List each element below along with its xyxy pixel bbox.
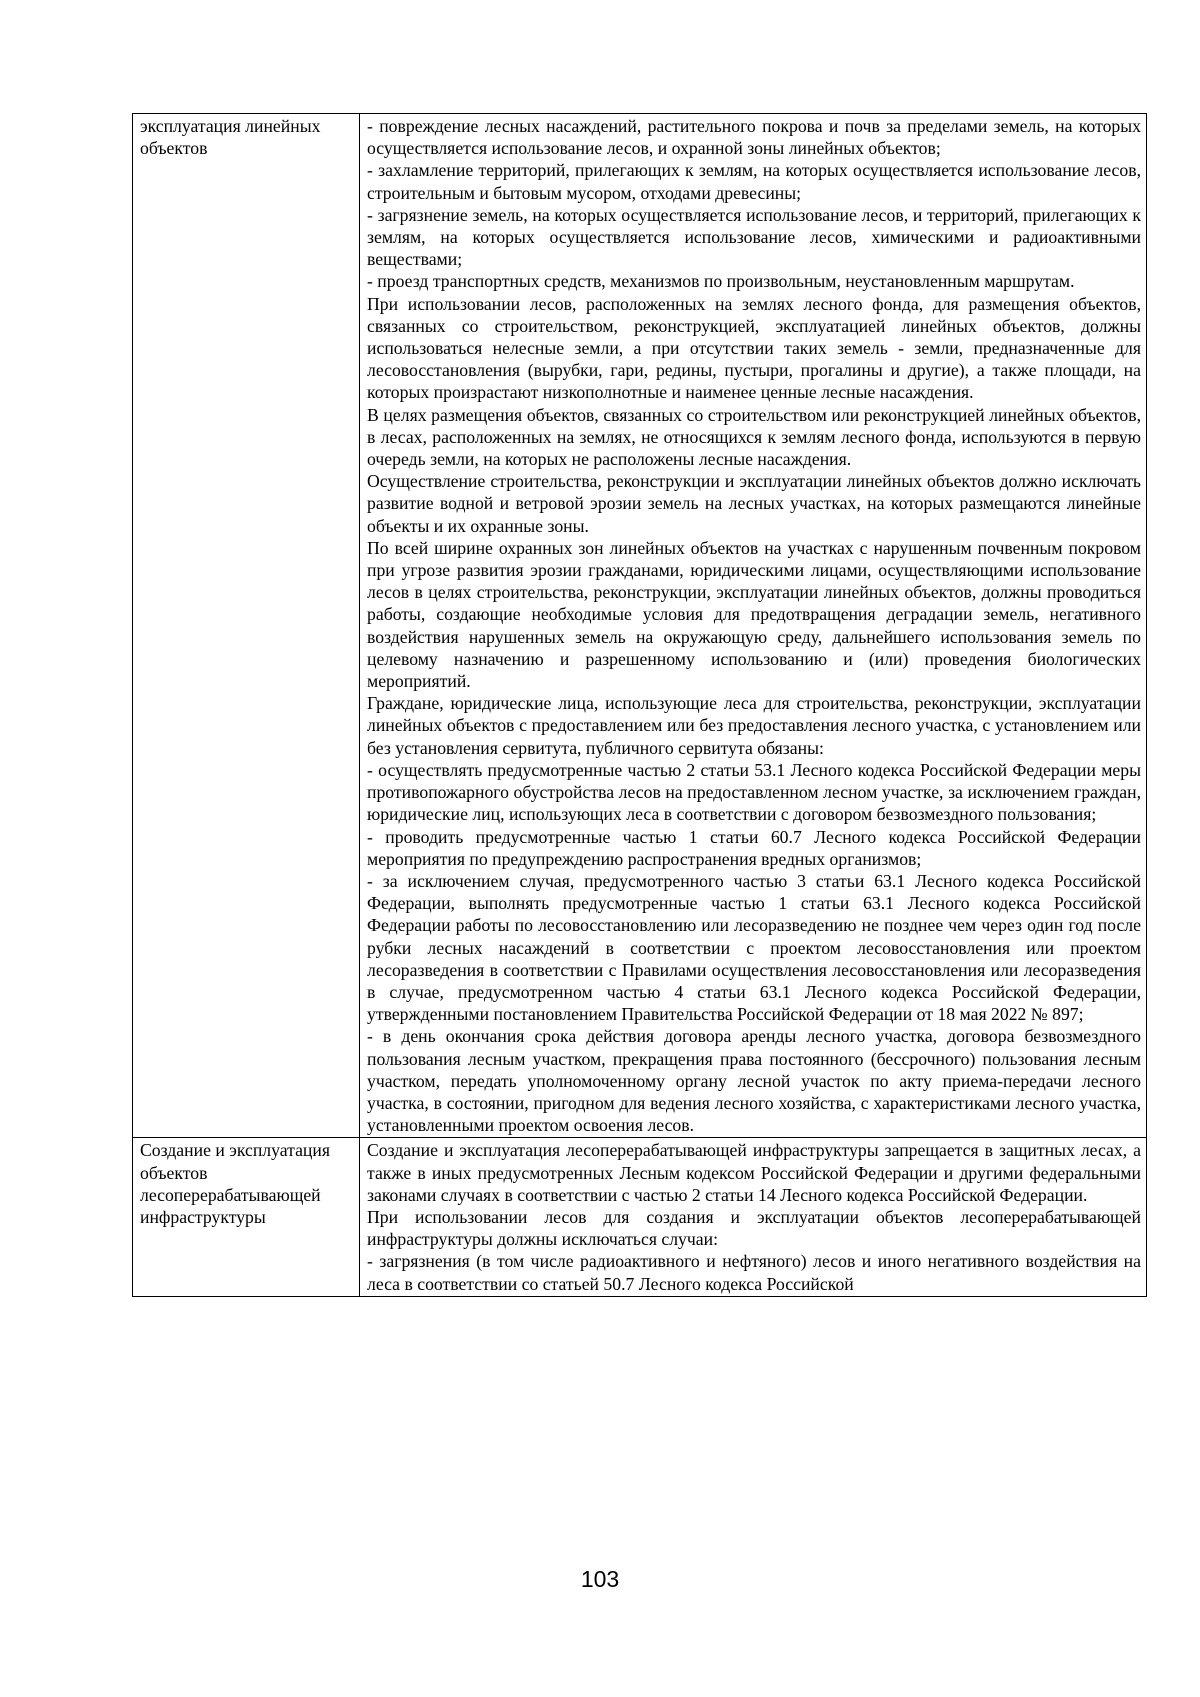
activity-type-cell bbox=[133, 1138, 360, 1296]
table-row bbox=[133, 114, 1147, 1138]
page-number: 103 bbox=[580, 1566, 620, 1592]
requirement-paragraph: - захламление территорий, прилегающих к землям, на которых осуществляется использование лесов, строительным и бытовым мусором, отходами древесины; bbox=[367, 160, 1141, 203]
activity-type-label: Создание и эксплуатация объектов лесоперерабатывающей инфраструктуры bbox=[140, 1140, 331, 1227]
activity-type-label: эксплуатация линейных объектов bbox=[140, 116, 321, 159]
requirement-paragraph: Создание и эксплуатация лесоперерабатывающей инфраструктуры запрещается в защитных лесах, а также в иных предусмотренных Лесным кодексом Российской Федерации и другими федеральными законами случаях в соответствии с частью 2 статьи 14 Лесного кодекса Российской Федерации. bbox=[367, 1140, 1141, 1205]
requirement-paragraph: По всей ширине охранных зон линейных объектов на участках с нарушенным почвенным покровом при угрозе развития эрозии гражданами, юридическими лицами, осуществляющими использование лесов в целях строительства, реконструкции, эксплуатации линейных объектов, должны проводиться работы, создающие необходимые условия для предотвращения деградации земель, негативного воздействия нарушенных земель на окружающую среду, дальнейшего использования земель по целевому назначению и разрешенному использованию и (или) проведения биологических мероприятий. bbox=[367, 537, 1141, 692]
requirement-paragraph: При использовании лесов, расположенных на землях лесного фонда, для размещения объектов, связанных со строительством, реконструкцией, эксплуатацией линейных объектов, должны использоваться нелесные земли, а при отсутствии таких земель - земли, предназначенные для лесовосстановления (вырубки, гари, редины, пустыри, прогалины и другие), а также площади, на которых произрастают низкополнотные и наименее ценные лесные насаждения. bbox=[367, 293, 1141, 403]
requirement-paragraph: Граждане, юридические лица, использующие леса для строительства, реконструкции, эксплуатации линейных объектов с предоставлением или без предоставления лесного участка, с установлением или без установления сервитута, публичного сервитута обязаны: bbox=[367, 693, 1141, 758]
requirement-paragraph: - повреждение лесных насаждений, растительного покрова и почв за пределами земель, на которых осуществляется использование лесов, и охранной зоны линейных объектов; bbox=[367, 116, 1141, 159]
requirement-paragraph: - загрязнения (в том числе радиоактивного и нефтяного) лесов и иного негативного воздействия на леса в соответствии со статьей 50.7 Лесного кодекса Российской bbox=[367, 1251, 1141, 1294]
requirement-paragraph: - осуществлять предусмотренные частью 2 статьи 53.1 Лесного кодекса Российской Федерации меры противопожарного обустройства лесов на предоставленном лесном участке, за исключением граждан, юридические лиц, использующих леса в соответствии с договором безвозмездного пользования; bbox=[367, 759, 1141, 825]
requirements-cell bbox=[360, 114, 1147, 1138]
document-table bbox=[132, 113, 1147, 1297]
requirement-paragraph: При использовании лесов для создания и эксплуатации объектов лесоперерабатывающей инфраструктуры должны исключаться случаи: bbox=[367, 1206, 1141, 1250]
requirements-cell bbox=[360, 1138, 1147, 1296]
requirement-paragraph: В целях размещения объектов, связанных со строительством или реконструкцией линейных объектов, в лесах, расположенных на землях, не относящихся к землям лесного фонда, используются в первую очередь земли, на которых не расположены лесные насаждения. bbox=[367, 404, 1141, 470]
requirement-paragraph: - загрязнение земель, на которых осуществляется использование лесов, и территорий, прилегающих к землям, на которых осуществляется использование лесов, химическими и радиоактивными веществами; bbox=[367, 204, 1141, 270]
activity-type-cell bbox=[133, 114, 360, 1138]
requirement-paragraph: - в день окончания срока действия договора аренды лесного участка, договора безвозмездного пользования лесным участком, прекращения права постоянного (бессрочного) пользования лесным участком, передать уполномоченному органу лесной участок по акту приема-передачи лесного участка, в состоянии, пригодном для ведения лесного хозяйства, с характеристиками лесного участка, установленными проектом освоения лесов. bbox=[367, 1026, 1141, 1136]
requirement-paragraph: - за исключением случая, предусмотренного частью 3 статьи 63.1 Лесного кодекса Российской Федерации, выполнять предусмотренные частью 1 статьи 63.1 Лесного кодекса Российской Федерации работы по лесовосстановлению или лесоразведению не позднее чем через один год после рубки лесных насаждений в соответствии с проектом лесовосстановления или проектом лесоразведения в соответствии с Правилами осуществления лесовосстановления или лесоразведения в случае, предусмотренном частью 4 статьи 63.1 Лесного кодекса Российской Федерации, утвержденными постановлением Правительства Российской Федерации от 18 мая 2022 № 897; bbox=[367, 870, 1141, 1025]
requirement-paragraph: - проезд транспортных средств, механизмов по произвольным, неустановленным маршрутам. bbox=[367, 271, 1075, 292]
requirement-paragraph: - проводить предусмотренные частью 1 статьи 60.7 Лесного кодекса Российской Федерации мероприятия по предупреждению распространения вредных организмов; bbox=[367, 826, 1141, 869]
table-row bbox=[133, 1138, 1147, 1296]
requirement-paragraph: Осуществление строительства, реконструкции и эксплуатации линейных объектов должно исключать развитие водной и ветровой эрозии земель на лесных участках, на которых размещаются линейные объекты и их охранные зоны. bbox=[367, 471, 1141, 536]
